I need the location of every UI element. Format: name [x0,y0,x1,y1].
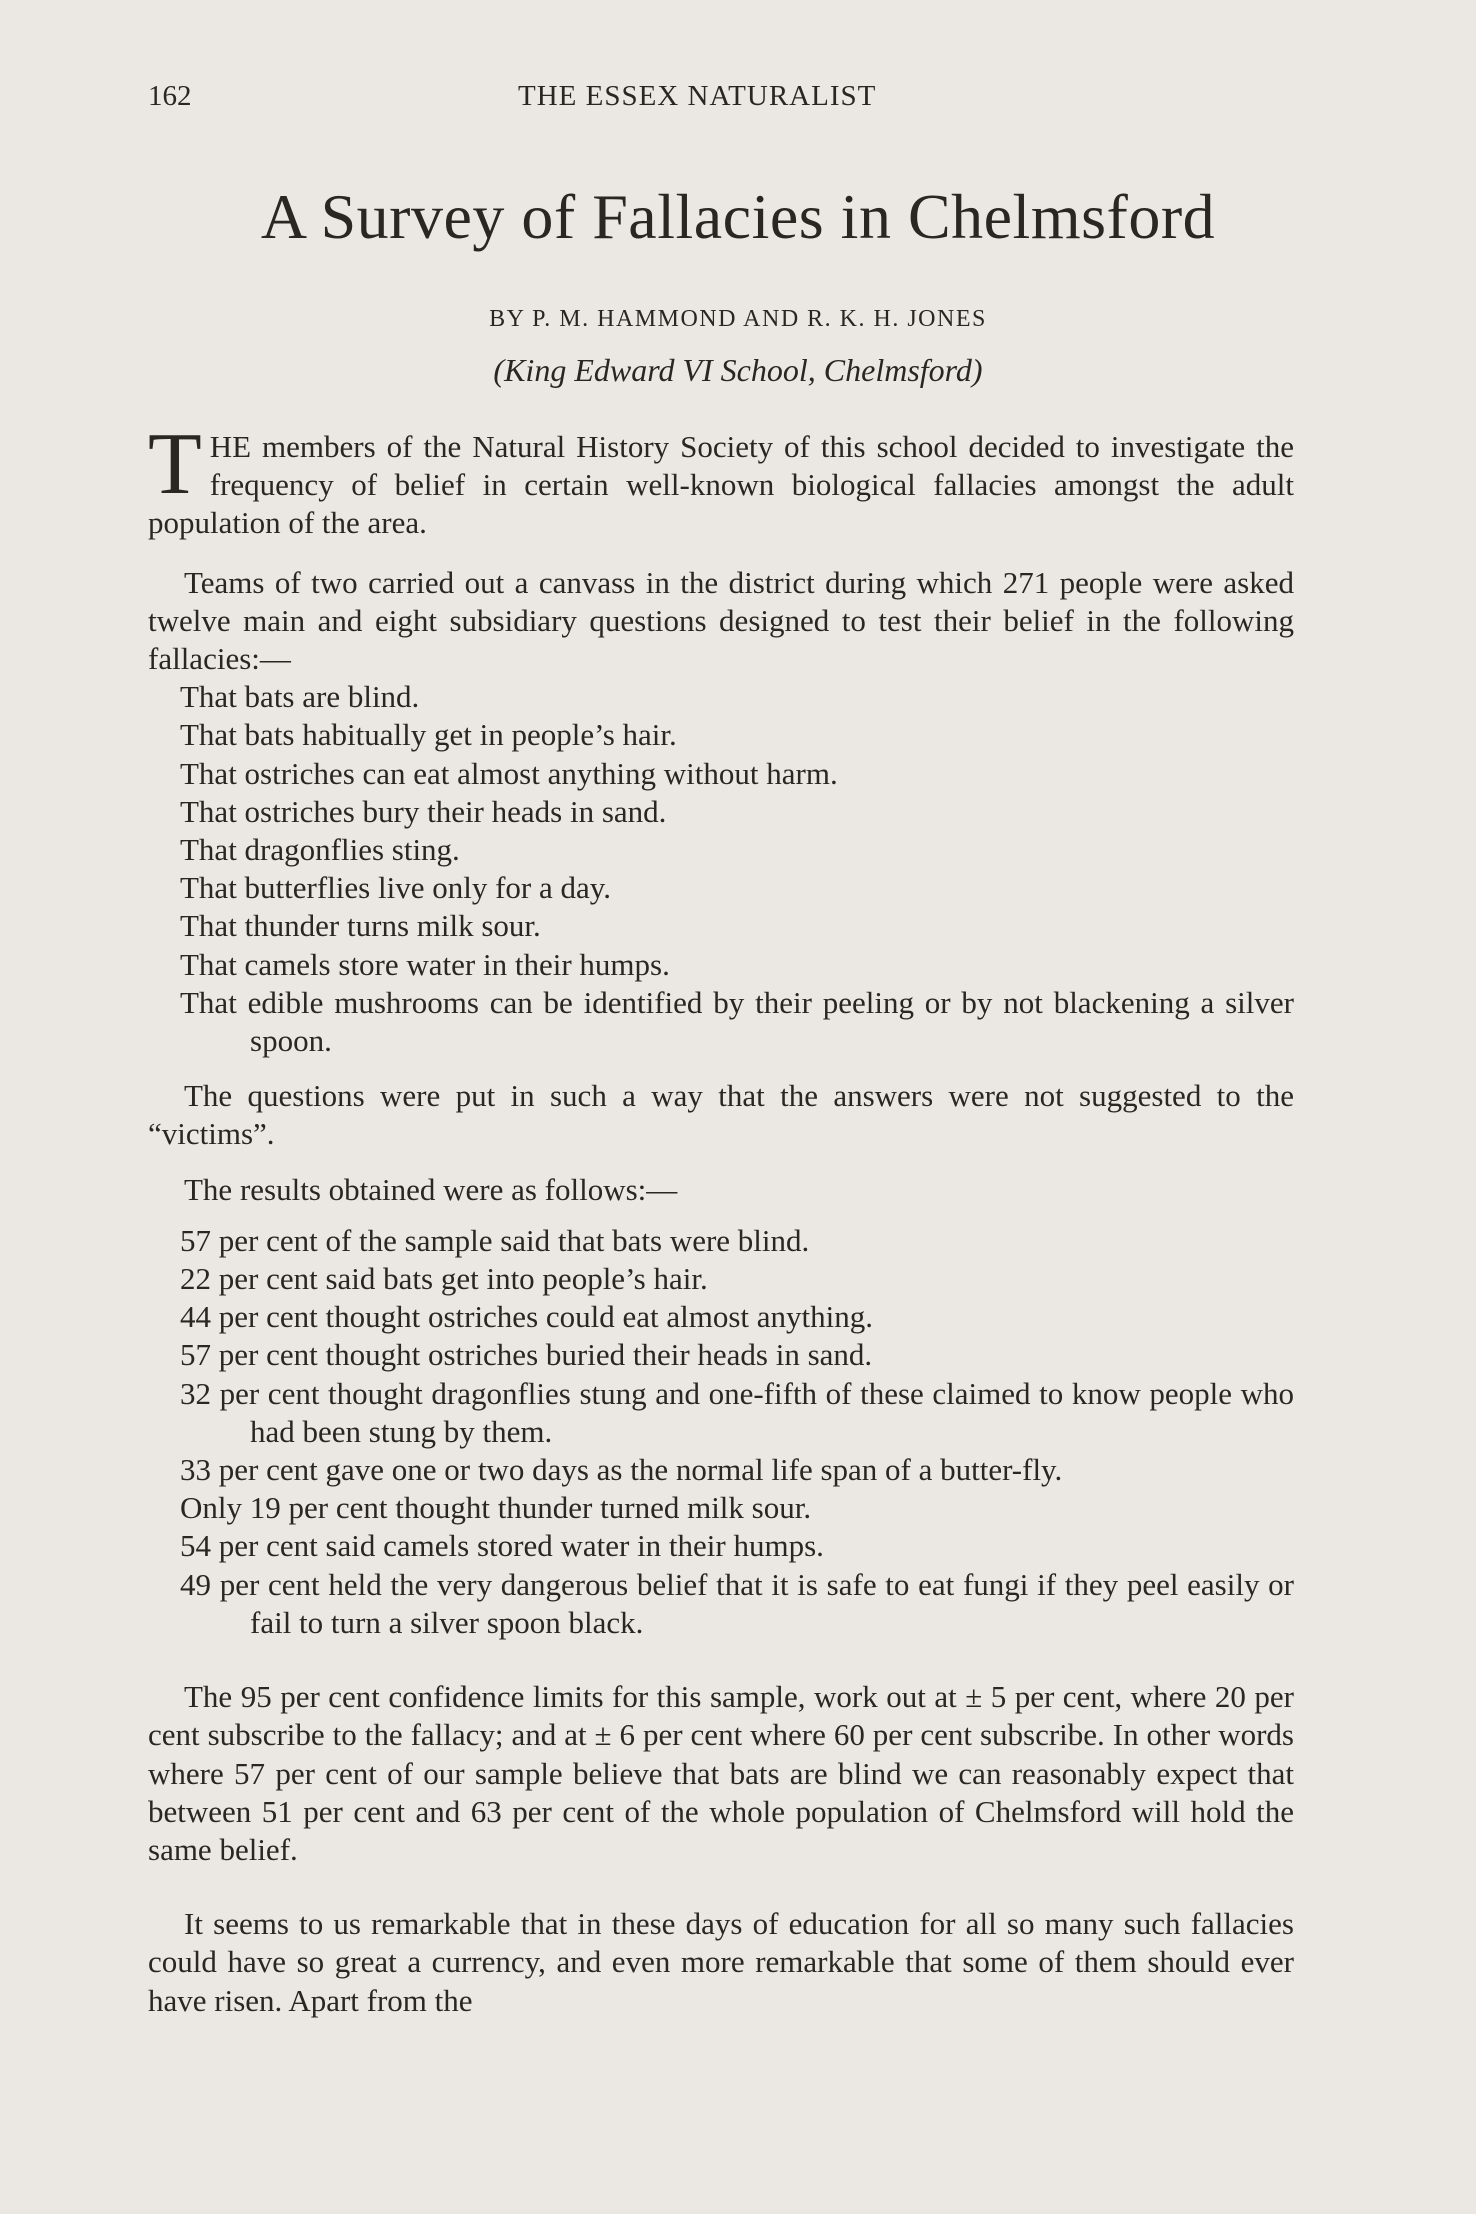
list-item: 57 per cent of the sample said that bats were blind. [180,1222,810,1258]
teams-paragraph: Teams of two carried out a canvass in the district during which 271 people were asked twelve main and eight subsidiary questions designed to test their belief in the following fallacies:— [148,564,1294,677]
list-item: 44 per cent thought ostriches could eat almost anything. [180,1299,874,1335]
list-item: That ostriches can eat almost anything without harm. [180,755,838,791]
list-item: That bats habitually get in people’s hair. [180,717,677,753]
list-item: That camels store water in their humps. [180,946,670,982]
article-affiliation: (King Edward VI School, Chelmsford) [493,352,983,388]
journal-name: THE ESSEX NATURALIST [518,80,877,112]
intro-smallcaps: HE [209,429,252,464]
list-item: 32 per cent thought dragonflies stung and one-fifth of these claimed to know people who had been stung by them. [180,1375,1294,1449]
article-title: A Survey of Fallacies in Chelmsford [260,181,1216,252]
list-item: Only 19 per cent thought thunder turned milk sour. [180,1490,812,1526]
results-list [148,1222,1294,1642]
list-item: 33 per cent gave one or two days as the normal life span of a butter-fly. [180,1452,1063,1488]
list-item: That dragonflies sting. [180,832,460,868]
intro-paragraph [148,416,1294,543]
list-item: That edible mushrooms can be identified by their peeling or by not blackening a silver spoon. [180,984,1294,1059]
list-item: 57 per cent thought ostriches buried their heads in sand. [180,1337,873,1373]
page-number: 162 [148,80,192,112]
list-item: 49 per cent held the very dangerous belief that it is safe to eat fungi if they peel easily or fail to turn a silver spoon black. [180,1566,1294,1640]
list-item: That bats are blind. [180,679,420,715]
list-item: 22 per cent said bats get into people’s hair. [180,1261,708,1297]
drop-cap: T [148,416,202,513]
intro-text: members of the Natural History Society of this school decided to investigate the frequency of belief in certain well-known biological fallacies amongst the adult population of the area. [148,429,1294,541]
list-item: That butterflies live only for a day. [180,870,611,906]
article-authors: BY P. M. HAMMOND AND R. K. H. JONES [489,306,987,332]
remarkable-paragraph: It seems to us remarkable that in these days of education for all so many such fallacies could have so great a currency, and even more remarkable that some of them should ever have risen. Apart from the [148,1906,1294,2018]
confidence-paragraph: The 95 per cent confidence limits for this sample, work out at ± 5 per cent, where 20 per cent subscribe to the fallacy; and at ± 6 per cent where 60 per cent subscribe. In other words where 57 per cent of our sample believe that bats are blind we can reasonably expect that between 51 per cent and 63 per cent of the whole population of Chelmsford will hold the same belief. [148,1679,1294,1867]
running-head [148,80,1298,120]
list-item: That thunder turns milk sour. [180,908,541,944]
article-body [148,416,1294,2020]
fallacy-list [148,678,1294,1060]
questions-paragraph: The questions were put in such a way that the answers were not suggested to the “victims”. [148,1078,1294,1152]
list-item: That ostriches bury their heads in sand. [180,793,667,829]
list-item: 54 per cent said camels stored water in their humps. [180,1528,824,1564]
results-intro: The results obtained were as follows:— [184,1171,678,1207]
